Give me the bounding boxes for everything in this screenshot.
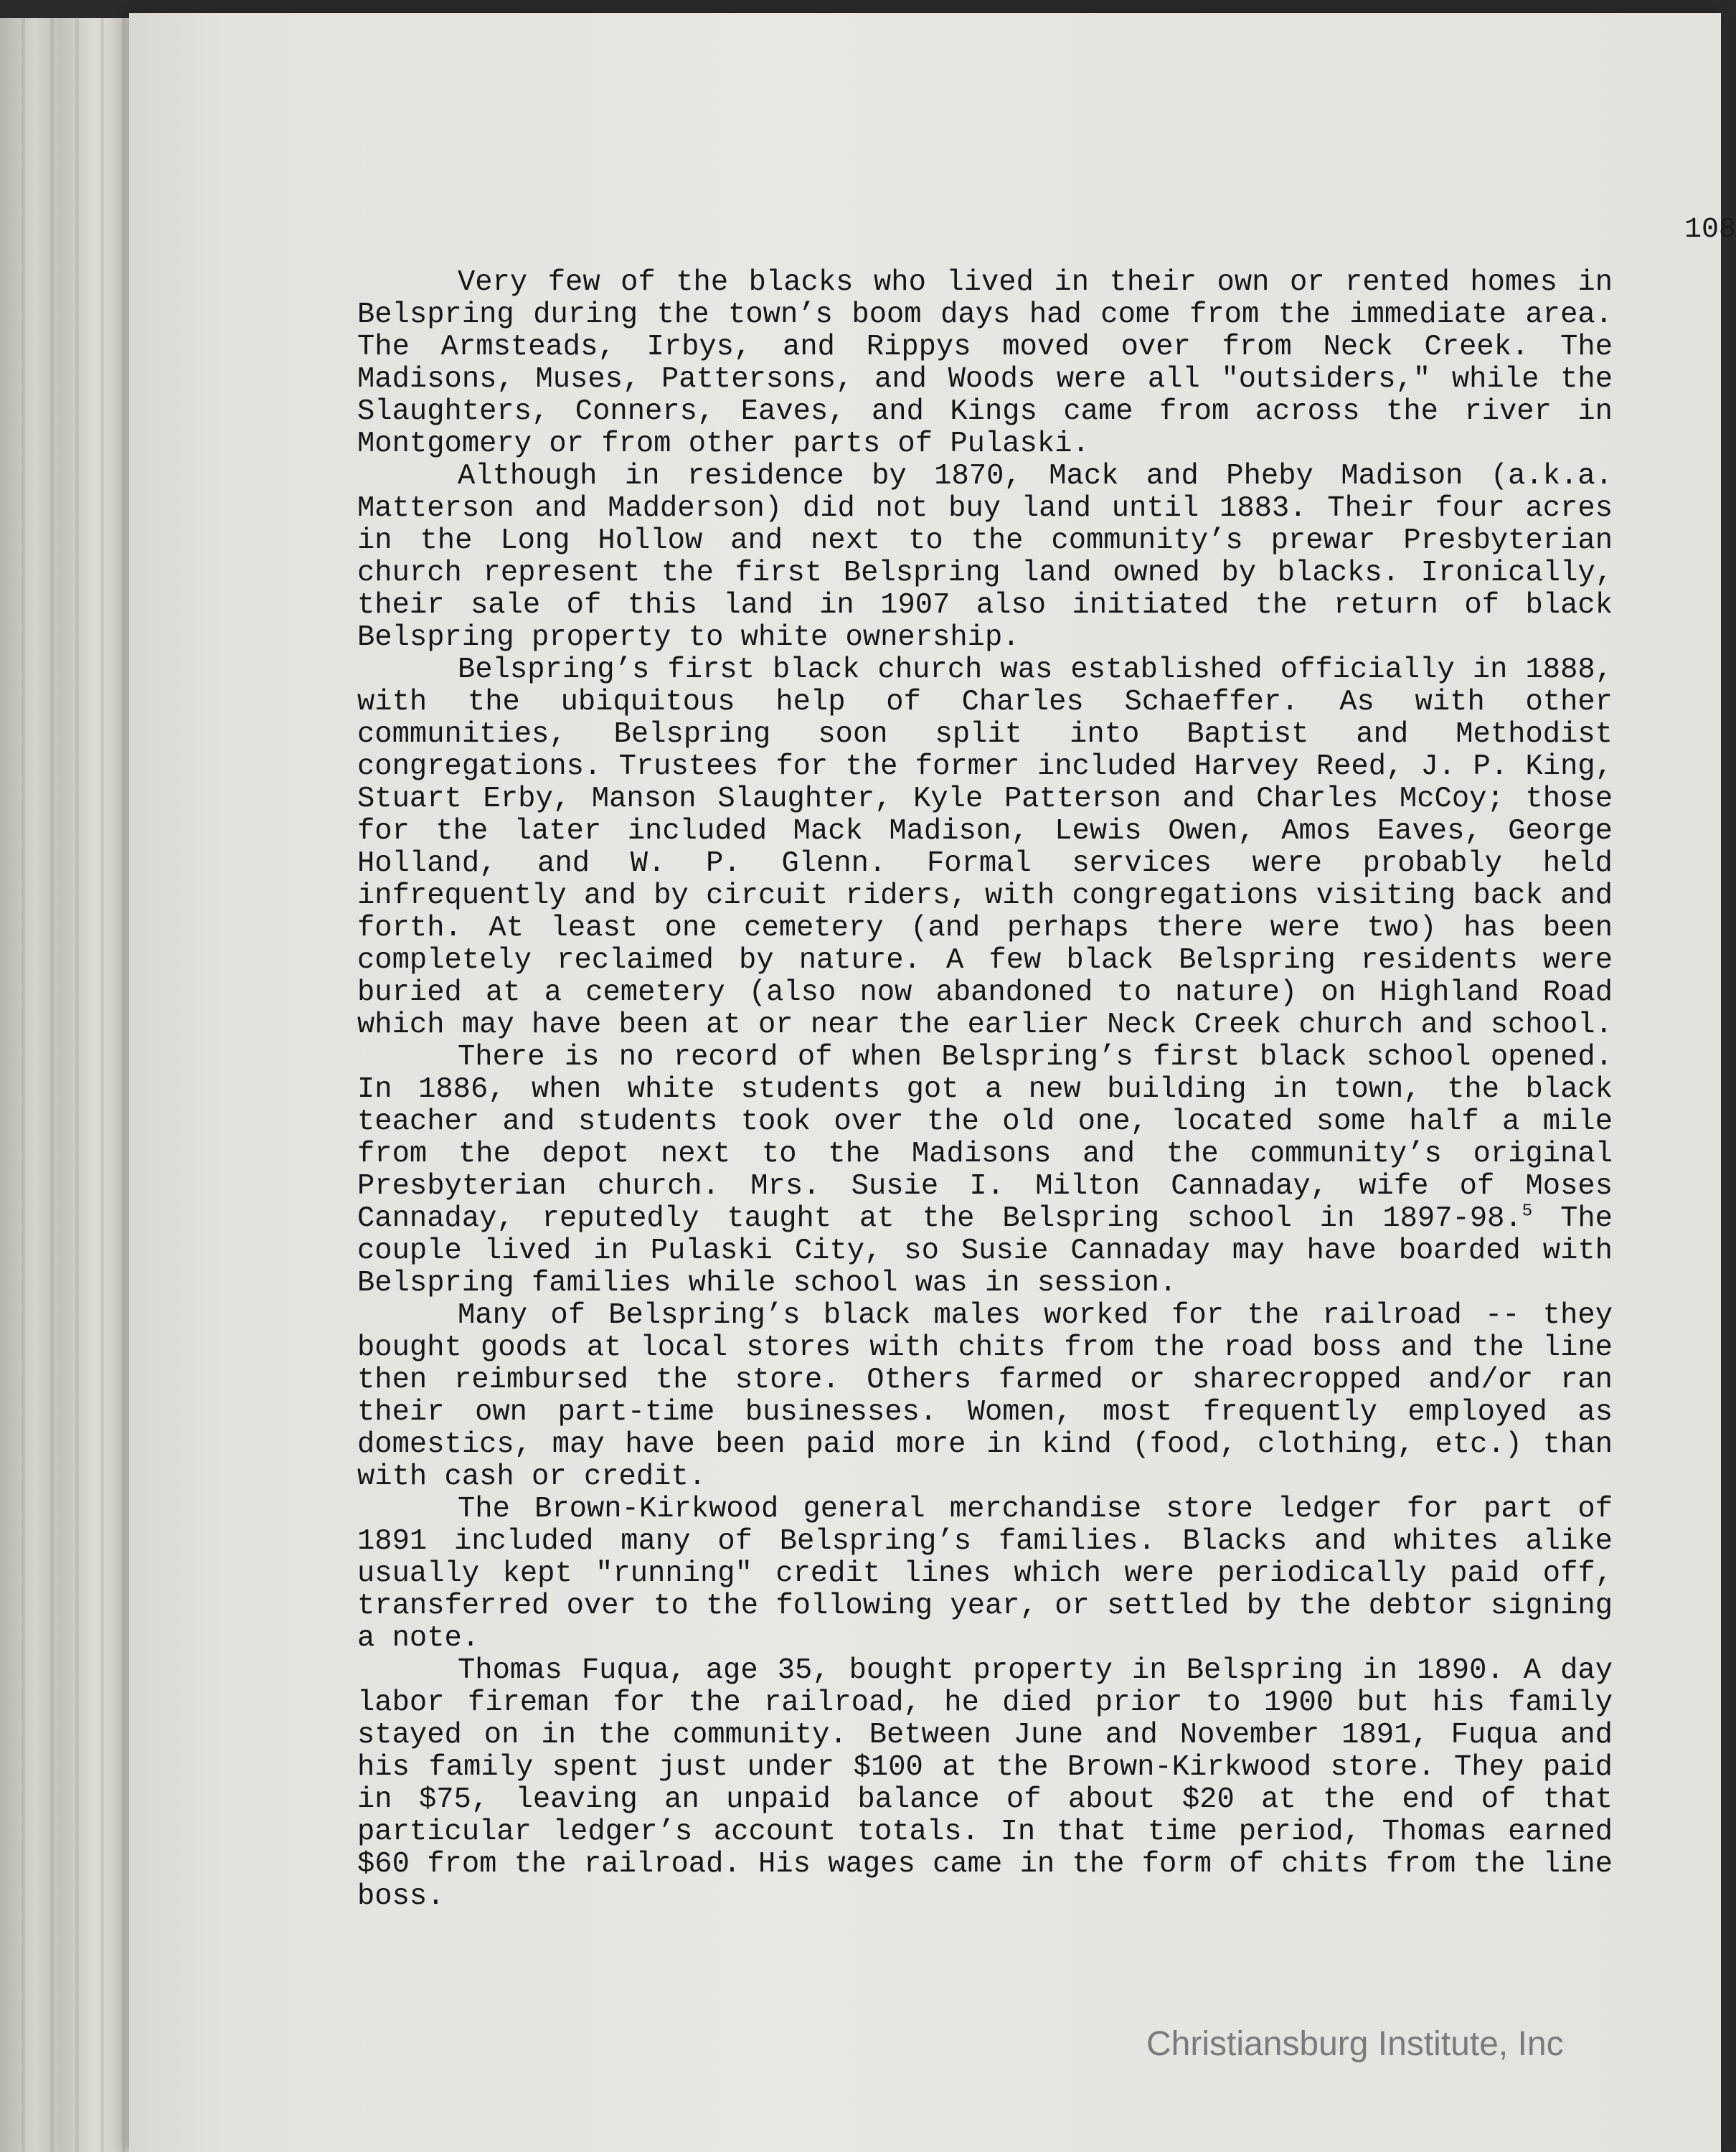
page-edge-line bbox=[50, 18, 54, 2152]
page-number: 108 bbox=[1684, 214, 1736, 246]
page-edge-line bbox=[122, 18, 126, 2152]
paragraph: Belspring’s first black church was established officially in 1888, with the ubiquitous help of Charles Schaeffer. As with other communities, Belspring soon split into Baptist and Methodist congregations. Trustees for the former included Harvey Reed, J. P. King, Stuart Erby, Manson Slaughter, Kyle Patterson and Charles McCoy; those for the later included Mack Madison, Lewis Owen, Amos Eaves, George Holland, and W. P. Glenn. Formal services were probably held infrequently and by circuit riders, with congregations visiting back and forth. At least one cemetery (and perhaps there were two) has been completely reclaimed by nature. A few black Belspring residents were buried at a cemetery (also now abandoned to nature) on Highland Road which may have been at or near the earlier Neck Creek church and school. bbox=[357, 653, 1613, 1042]
footnote-marker: 5 bbox=[1522, 1202, 1533, 1222]
page-edge-line bbox=[22, 18, 25, 2152]
paragraph: The Brown-Kirkwood general merchandise store ledger for part of 1891 included many of Belspring’s families. Blacks and whites alike usually kept "running" credit lines which were periodically paid off, transferred over to the following year, or settled by the debtor signing a note. bbox=[357, 1493, 1613, 1655]
paragraph: Very few of the blacks who lived in their own or rented homes in Belspring during the town’s boom days had come from the immediate area. The Armsteads, Irbys, and Rippys moved over from Neck Creek. The Madisons, Muses, Pattersons, and Woods were all "outsiders," while the Slaughters, Conners, Eaves, and Kings came from across the river in Montgomery or from other parts of Pulaski. bbox=[357, 266, 1613, 461]
paragraph: Although in residence by 1870, Mack and Pheby Madison (a.k.a. Matterson and Madderson) did not buy land until 1883. Their four acres in the Long Hollow and next to the community’s prewar Presbyterian church represent the first Belspring land owned by blacks. Ironically, their sale of this land in 1907 also initiated the return of black Belspring property to white ownership. bbox=[357, 460, 1613, 654]
page-edge-line bbox=[75, 18, 79, 2152]
paragraph: There is no record of when Belspring’s first black school opened. In 1886, when white students got a new building in town, the black teacher and students took over the old one, located some half a mile from the depot next to the Madisons and the community’s original Presbyterian church. Mrs. Susie I. Milton Cannaday, wife of Moses Cannaday, reputedly taught at the Belspring school in 1897-98.$^5$ The couple lived in Pulaski City, so Susie Cannaday may have boarded with Belspring families while school was in session. bbox=[357, 1041, 1613, 1300]
watermark: Christiansburg Institute, Inc bbox=[1146, 2025, 1564, 2063]
paragraph: Thomas Fuqua, age 35, bought property in Belspring in 1890. A day labor fireman for the railroad, he died prior to 1900 but his family stayed on in the community. Between June and November 1891, Fuqua and his family spent just under $100 at the Brown-Kirkwood store. They paid in $75, leaving an unpaid balance of about $20 at the end of that particular ledger’s account totals. In that time period, Thomas earned $60 from the railroad. His wages came in the form of chits from the line boss. bbox=[357, 1654, 1613, 1913]
paragraph: Many of Belspring’s black males worked for the railroad -- they bought goods at local stores with chits from the road boss and the line then reimbursed the store. Others farmed or sharecropped and/or ran their own part-time businesses. Women, most frequently employed as domestics, may have been paid more in kind (food, clothing, etc.) than with cash or credit. bbox=[357, 1299, 1613, 1493]
body-text bbox=[357, 267, 1613, 1913]
page-edge-line bbox=[100, 18, 104, 2152]
